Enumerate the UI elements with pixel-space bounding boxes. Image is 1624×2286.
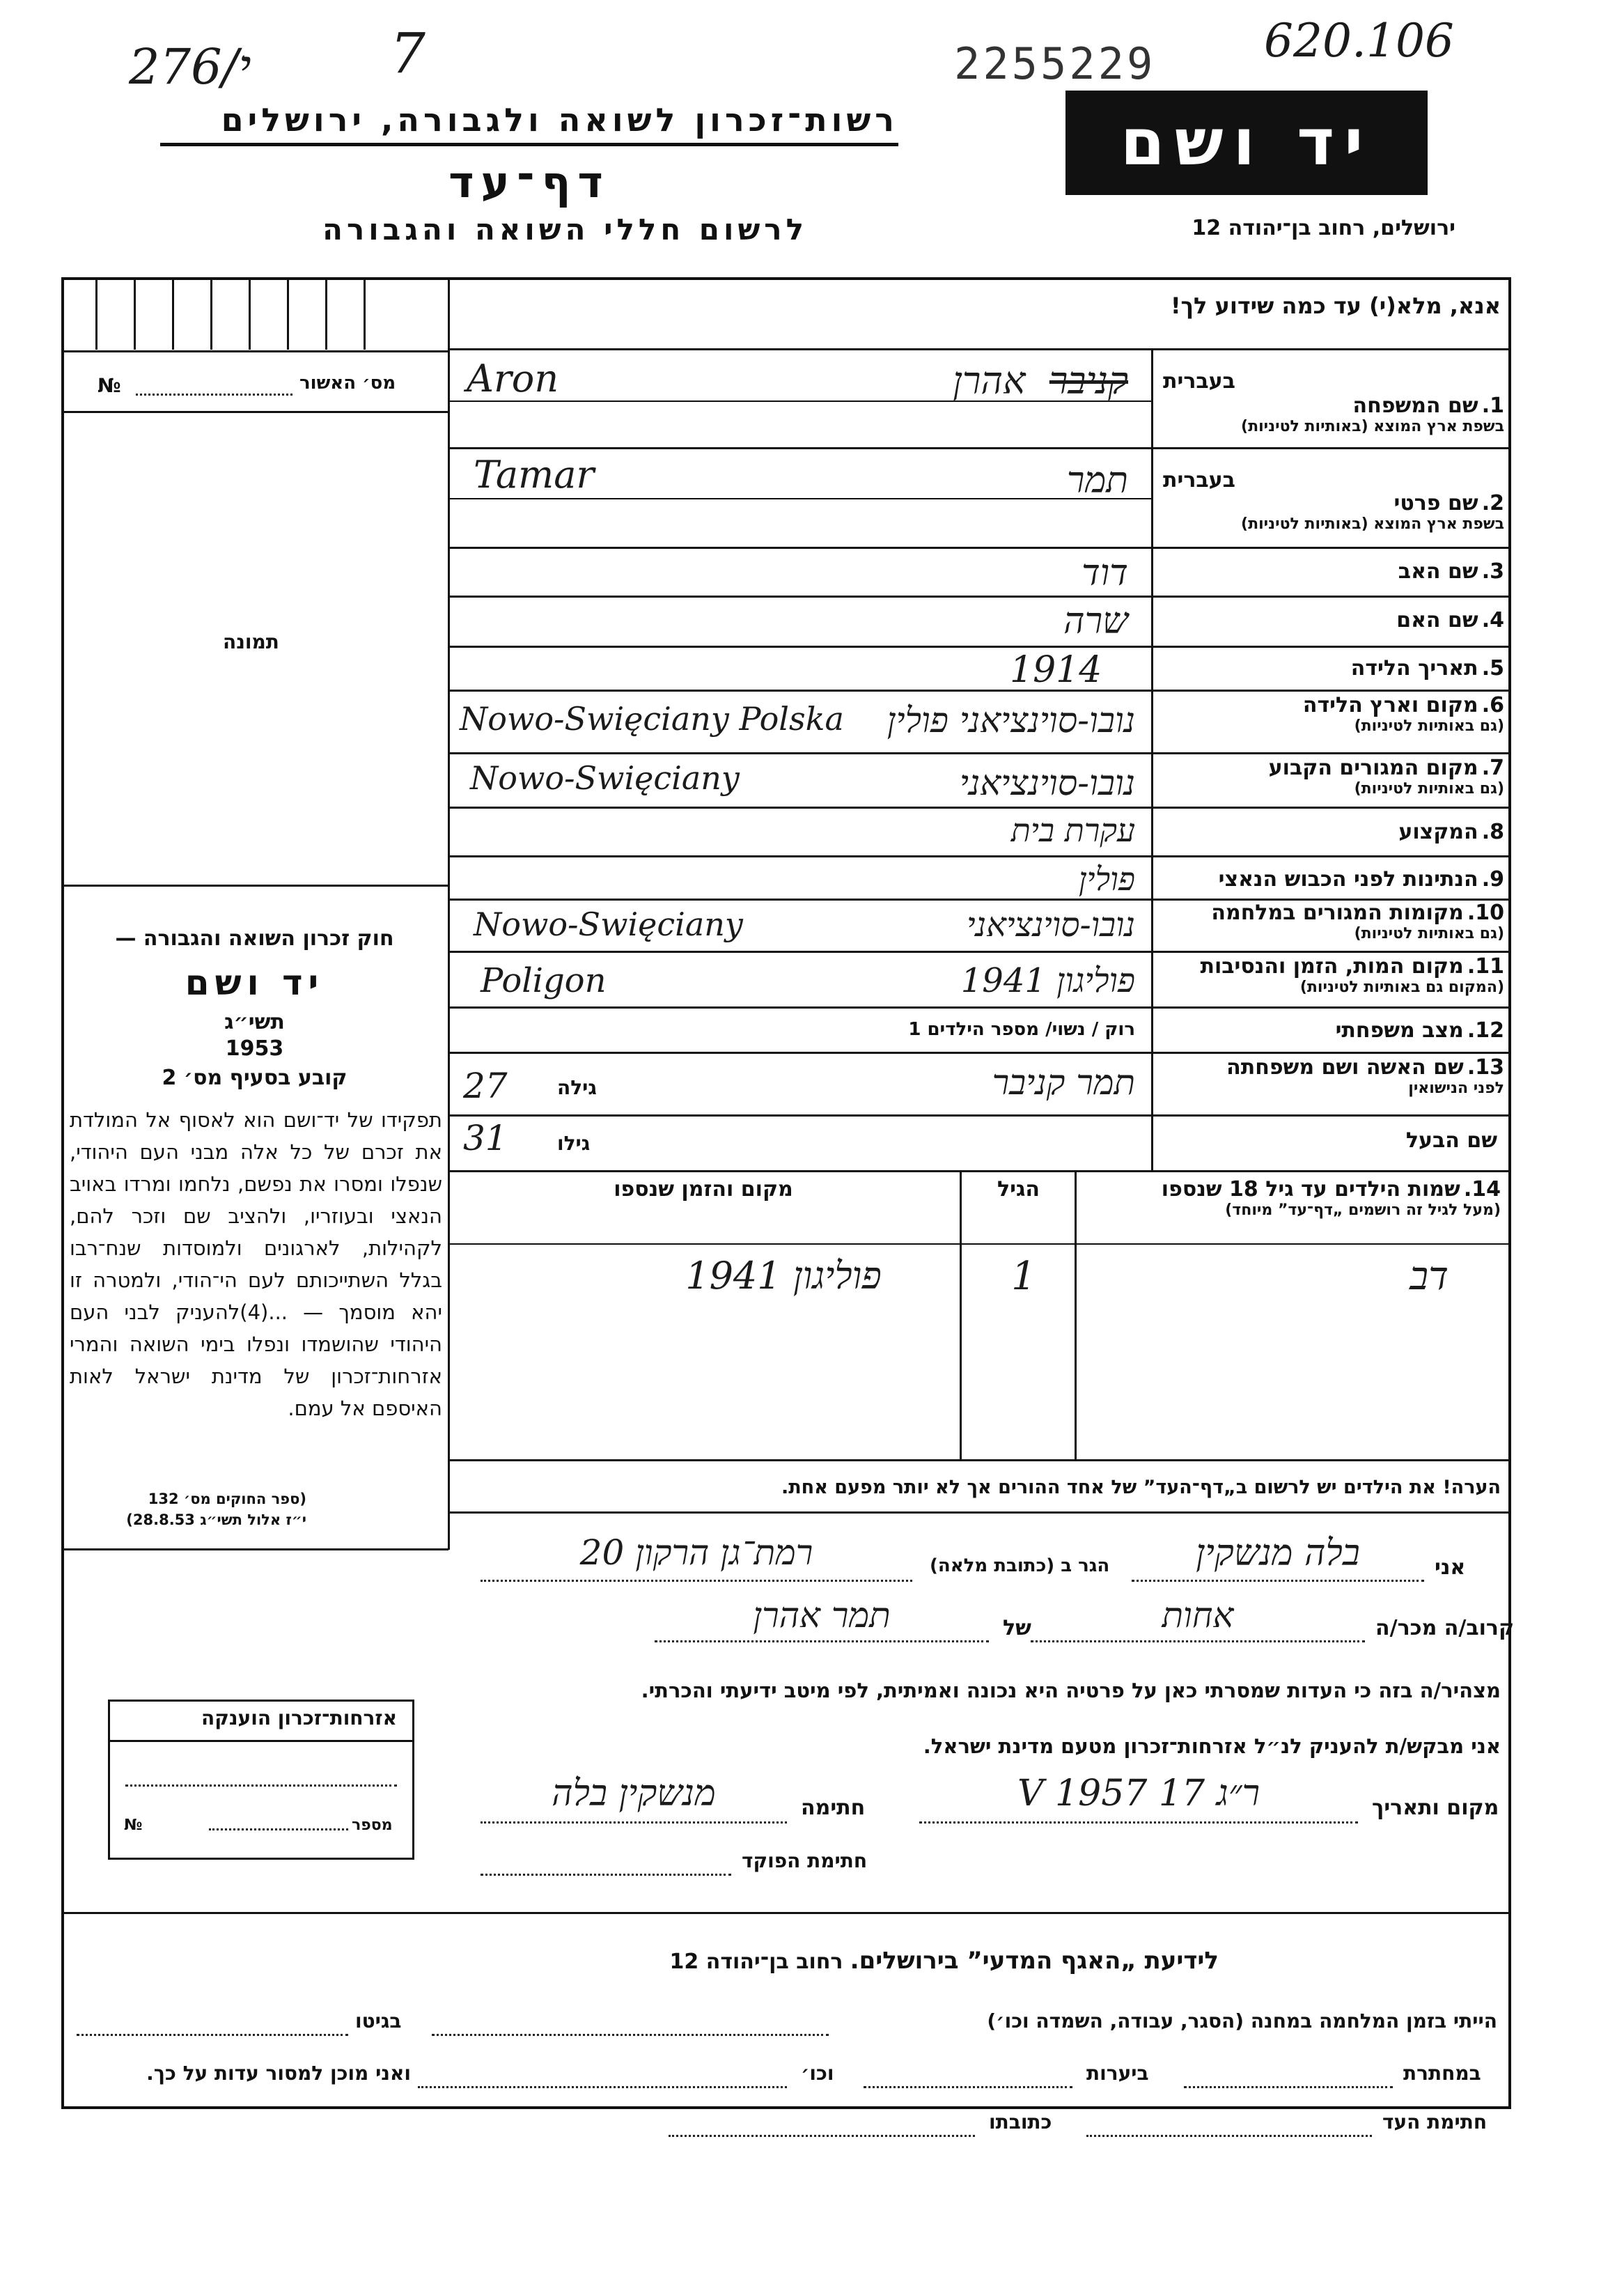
child-age: 1 — [1011, 1254, 1036, 1299]
yad-vashem-logo: יד ושם — [1065, 91, 1428, 195]
footer-ghetto-label: בגיטו — [355, 2009, 402, 2032]
field-wife-name-label: 13. שם האשה ושם משפחתה לפני הנישואין — [1226, 1055, 1504, 1097]
value-birthplace-hebrew: נובו-סוינציאני פולין — [887, 700, 1135, 740]
footer-forests-label: ביערות — [1086, 2062, 1149, 2085]
field-nationality-label: 9. הנתינות לפני הכבוש הנאצי — [1218, 867, 1504, 892]
field-family-name-label: 1. שם המשפחה בשפת ארץ המוצא (באותיות לטיניות) — [1241, 394, 1504, 435]
form-title: דף־עד — [448, 157, 610, 208]
place-date-value: ר״ג 17 V 1957 — [1017, 1773, 1260, 1814]
children-note: הערה! את הילדים יש לרשום ב„דף־העד” של אחד ההורים אך לא יותר מפעם אחת. — [781, 1477, 1501, 1498]
declaration-statement: מצהיר/ה בזה כי העדות שמסרתי כאן על פרטיה היא נכונה ואמיתית, לפי מיטב ידיעתי והכרתי. — [641, 1679, 1501, 1702]
value-death-place-hebrew: פוליגון 1941 — [960, 961, 1135, 1000]
law-reference: (ספר החוקים מס׳ 132 — [148, 1491, 306, 1507]
value-wartime-residence-hebrew: נובו-סוינציאני — [966, 905, 1135, 944]
declarant-address: רמת־גן הרקון 20 — [579, 1532, 813, 1573]
value-family-name-hebrew: קניבר אהרן — [953, 359, 1128, 403]
value-death-place-latin: Poligon — [481, 961, 607, 1000]
law-section: קובע בסעיף מס׳ 2 — [162, 1066, 348, 1090]
cert-number-boxes — [64, 280, 447, 350]
photo-label: תמונה — [223, 630, 279, 653]
reference-number: 620.106 — [1264, 14, 1454, 68]
field-father-name-label: 3. שם האב — [1398, 559, 1504, 584]
value-family-name-latin: Aron — [467, 357, 559, 401]
law-year-hebrew: תשי״ג — [224, 1010, 285, 1034]
child-name: דב — [1410, 1254, 1449, 1299]
law-text: תפקידו של יד־ושם הוא לאסוף אל המולדת את זכרם של כל אלה מבני העם היהודי, שנפלו ומסרו את נפשם, נלחמו ומרדו באויב הנאצי ובעוזריו, ולהציב שם וזכר להם, לקהילות, לארגונים ולמוסדות שנח־רבו בגלל השתייכותם לעם הי־הודי, ולמטרה זו יהא מוסמך — ...(4)להעניק לבני העם היהודי שהושמדו ונפלו בימי השואה והמרי אזרחות־זכרון של מדינת ישראל לאות האיספם אל עמם. — [70, 1108, 442, 1420]
of-label: של — [1003, 1616, 1031, 1640]
field-first-name-label: 2. שם פרטי בשפת ארץ המוצא (באותיות לטיניות) — [1241, 491, 1504, 533]
law-year: 1953 — [225, 1036, 284, 1061]
signature-label: חתימה — [801, 1796, 866, 1820]
footer-address-label: כתובתו — [989, 2110, 1052, 2133]
children-header: 14. שמות הילדים עד גיל 18 שנספו (מעל לגיל זה רושמים „דף־עד” מיוחד) — [1161, 1177, 1501, 1219]
field-residence-label: 7. מקום המגורים הקבוע (גם באותיות לטיניות) — [1268, 756, 1504, 798]
serial-number: 2255229 — [954, 38, 1156, 89]
value-marital-status: רוק / נשוי/ מספר הילדים 1 — [908, 1019, 1135, 1040]
authority-name: רשות־זכרון לשואה ולגבורה, ירושלים — [221, 101, 898, 139]
cert-number-label: מס׳ האשור — [299, 373, 396, 394]
field-wartime-residence-label: 10. מקומות המגורים במלחמה (גם באותיות לטיניות) — [1211, 901, 1504, 942]
number-sign: № — [97, 374, 121, 397]
form-intro: אנא, מלא(י) עד כמה שידוע לך! — [1170, 293, 1501, 319]
citizenship-request: אני מבקש/ת להעניק לנ״ל אזרחות־זכרון מטעם מדינת ישראל. — [923, 1734, 1501, 1758]
law-title: חוק זכרון השואה והגבורה — — [115, 926, 394, 951]
relation-label: קרוב/ה מכר/ה — [1375, 1616, 1515, 1640]
handwritten-annotation: 276/י — [129, 38, 251, 95]
field-death-place-label: 11. מקום המות, הזמן והנסיבות (המקום גם באותיות לטיניות) — [1200, 954, 1504, 996]
field-husband-name-label: שם הבעל — [1405, 1128, 1497, 1153]
footer-witness-signature-label: חתימת העד — [1382, 2110, 1488, 2133]
box-number-label: מספר — [352, 1817, 393, 1834]
law-name: יד ושם — [185, 963, 325, 1003]
value-residence-latin: Nowo-Swięciany — [470, 759, 740, 797]
field-profession-label: 8. המקצוע — [1398, 820, 1504, 844]
footer-etc-label: וכו׳ — [801, 2062, 834, 2085]
footer-camp-label: הייתי בזמן המלחמה במחנה (הסגר, עבודה, השמדה וכו׳) — [987, 2009, 1497, 2032]
husband-age-value: 31 — [463, 1118, 508, 1158]
declarant-name: בלה מנשקין — [1196, 1532, 1360, 1574]
age-value: 27 — [463, 1066, 508, 1106]
value-wartime-residence-latin: Nowo-Swięciany — [474, 905, 743, 943]
law-reference-date: י״ז אלול תשי״ג 28.8.53) — [126, 1511, 306, 1528]
declarant-label: אני — [1435, 1555, 1466, 1580]
citizenship-box-label: אזרחות־זכרון הוענקה — [201, 1706, 397, 1729]
relation-value: אחות — [1162, 1595, 1234, 1635]
value-birthplace-latin: Nowo-Swięciany Polska — [460, 700, 844, 738]
field-mother-name-label: 4. שם האם — [1396, 608, 1504, 632]
children-col-age: הגיל — [997, 1177, 1040, 1202]
box-number-sign: № — [124, 1817, 143, 1834]
value-profession: עקרת בית — [1010, 811, 1135, 849]
value-residence-hebrew: נובו-סוינציאני — [959, 763, 1135, 803]
value-birth-date: 1914 — [1010, 649, 1102, 691]
footer-title-line: לידיעת „האגף המדעי” בירושלים. רחוב בן־יהודה 12 — [669, 1947, 1219, 1975]
address-label: הגר ב (כתובת מלאה) — [930, 1555, 1110, 1576]
signature-value: מנשקין בלה — [552, 1773, 716, 1814]
value-mother-name: שרה — [1063, 600, 1128, 642]
footer-underground-label: במחתרת — [1403, 2062, 1481, 2085]
value-nationality: פולין — [1078, 860, 1135, 898]
form-subtitle: לרשום חללי השואה והגבורה — [322, 212, 808, 247]
field-marital-status-label: 12. מצב משפחתי — [1335, 1018, 1504, 1043]
value-first-name-latin: Tamar — [474, 453, 595, 497]
husband-age-label: גילו — [557, 1132, 591, 1155]
child-death-place: פוליגון 1941 — [685, 1254, 882, 1298]
hebrew-label-1: בעברית — [1163, 369, 1235, 394]
header-address: ירושלים, רחוב בן־יהודה 12 — [1192, 216, 1455, 240]
handwritten-mark: 7 — [390, 21, 425, 86]
field-birthplace-label: 6. מקום וארץ הלידה (גם באותיות לטיניות) — [1302, 693, 1504, 735]
officer-signature-label: חתימת הפוקד — [742, 1849, 868, 1872]
footer-testimony-label: ואני מוכן למסור עדות על כך. — [146, 2062, 411, 2085]
value-father-name: דוד — [1082, 552, 1128, 594]
children-col-place: מקום והזמן שנספו — [614, 1177, 793, 1202]
hebrew-label-2: בעברית — [1163, 468, 1235, 492]
of-value: תמר אהרן — [753, 1595, 891, 1635]
place-date-label: מקום ותאריך — [1372, 1796, 1499, 1820]
field-birth-date-label: 5. תאריך הלידה — [1350, 656, 1504, 681]
age-label: גילה — [557, 1076, 597, 1099]
value-wife-name: תמר קניבר — [992, 1062, 1135, 1103]
value-first-name-hebrew: תמר — [1066, 460, 1128, 501]
